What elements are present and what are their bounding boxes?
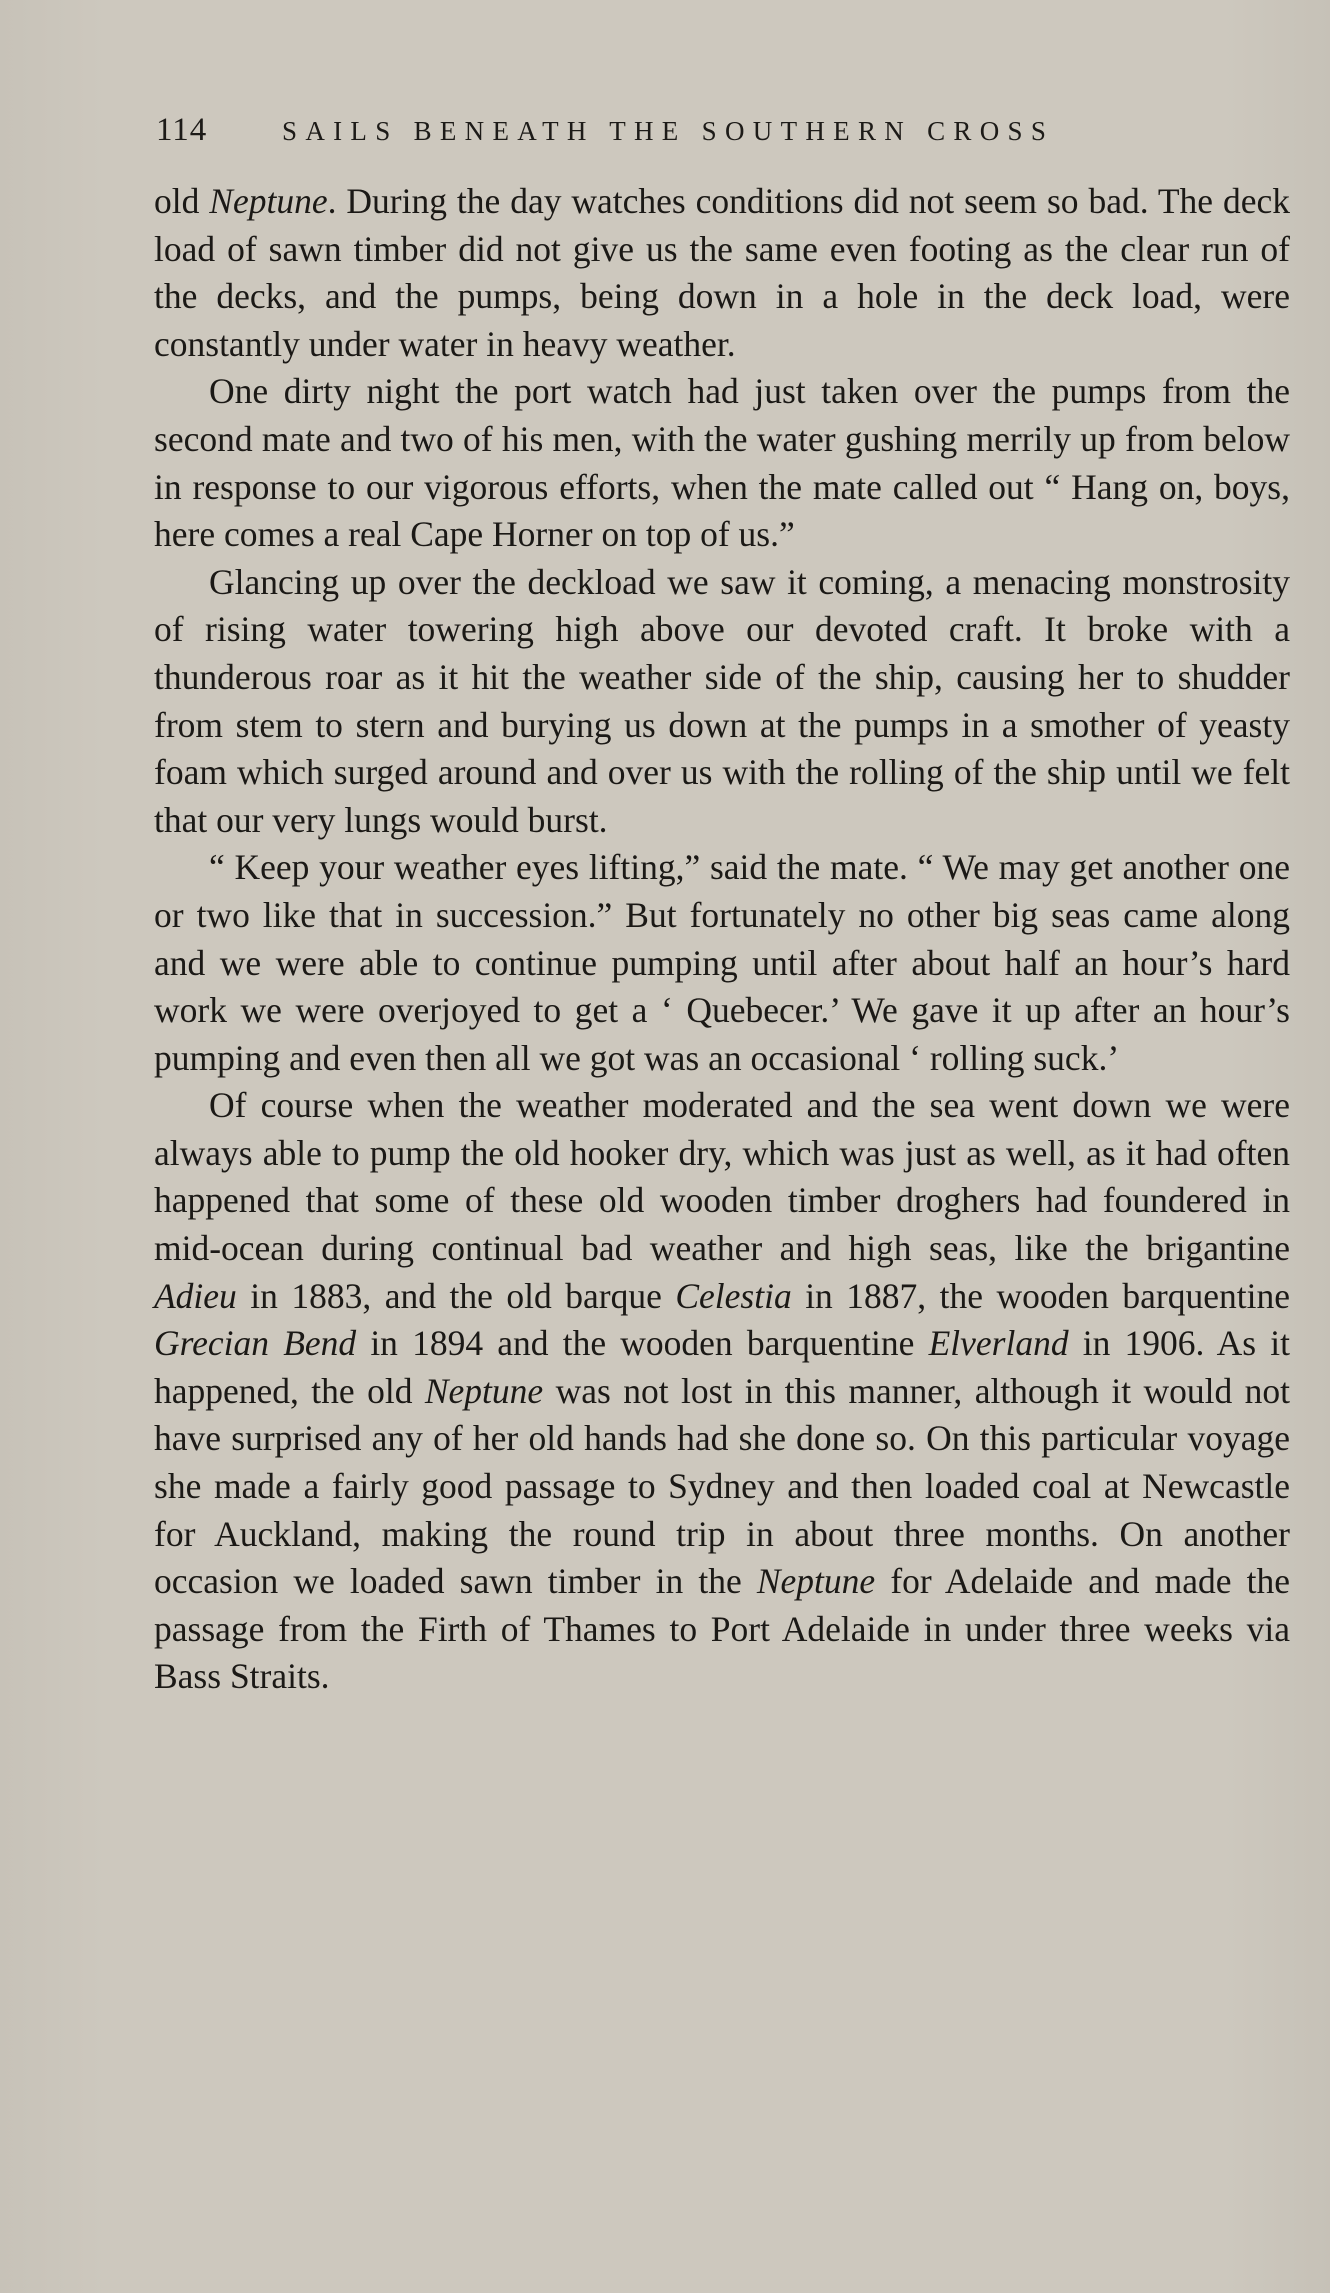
- ship-name: Celestia: [675, 1275, 792, 1316]
- text-run: “ Keep your weather eyes lifting,” said the mate. “ We may get another one or two like that in succession.” But fortunately no other big seas came along and we were able to continue pumping until after about half an hour’s hard work we were overjoyed to get a ‘ Quebecer.’ We gave it up after an hour’s pumping and even then all we got was an occasional ‘ rolling suck.’: [154, 847, 1290, 1078]
- text-run: in 1906. As it happened, the old: [154, 1323, 1291, 1411]
- text-run: old: [154, 181, 210, 221]
- page-number: 114: [156, 112, 208, 148]
- text-run: in 1887, the wooden barquentine: [791, 1275, 1290, 1316]
- paragraph: [154, 368, 1290, 558]
- body-text: [154, 178, 1290, 1701]
- text-run: Of course when the weather moderated and the sea went down we were always able to pump the old hooker dry, which was just as well, as it had often happened that some of these old wooden timber droghers had foundered in mid-ocean during continual bad weather and high seas, like the brigantine: [154, 1085, 1290, 1269]
- ship-name: Grecian Bend: [154, 1323, 357, 1364]
- ship-name: Neptune: [756, 1561, 876, 1602]
- text-run: in 1894 and the wooden barquentine: [356, 1323, 929, 1364]
- text-run: . During the day watches conditions did not seem so bad. The deck load of sawn timber did not give us the same even footing as the clear run of the decks, and the pumps, being down in a hole in the deck load, were constantly under water in heavy weather.: [154, 181, 1290, 364]
- ship-name: Neptune: [424, 1370, 544, 1411]
- ship-name: Neptune: [209, 181, 328, 221]
- paragraph: [154, 559, 1290, 845]
- text-run: Glancing up over the deckload we saw it coming, a menacing monstrosity of rising water towering high above our devoted craft. It broke with a thunderous roar as it hit the weather side of the ship, causing her to shudder from stem to stern and burying us down at the pumps in a smother of yeasty foam which surged around and over us with the rolling of the ship until we felt that our very lungs would burst.: [154, 561, 1290, 840]
- text-run: in 1883, and the old barque: [236, 1275, 676, 1316]
- page-header: [156, 112, 1228, 152]
- paragraph: [154, 1082, 1290, 1701]
- paragraph: [154, 844, 1290, 1082]
- text-run: was not lost in this manner, although it would not have surprised any of her old hands had she done so. On this particular voyage she made a fairly good passage to Sydney and then loaded coal at Newcastle for Auckland, making the round trip in about three months. On another occasion we loaded sawn timber in the: [154, 1370, 1290, 1602]
- text-run: for Adelaide and made the passage from the Firth of Thames to Port Adelaide in under three weeks via Bass Straits.: [154, 1561, 1290, 1697]
- paragraph: [154, 178, 1290, 368]
- text-run: One dirty night the port watch had just taken over the pumps from the second mate and two of his men, with the water gushing merrily up from below in response to our vigorous efforts, when the mate called out “ Hang on, boys, here comes a real Cape Horner on top of us.”: [154, 371, 1290, 555]
- ship-name: Adieu: [154, 1275, 237, 1316]
- running-head: SAILS BENEATH THE SOUTHERN CROSS: [282, 116, 1055, 146]
- ship-name: Elverland: [928, 1323, 1069, 1364]
